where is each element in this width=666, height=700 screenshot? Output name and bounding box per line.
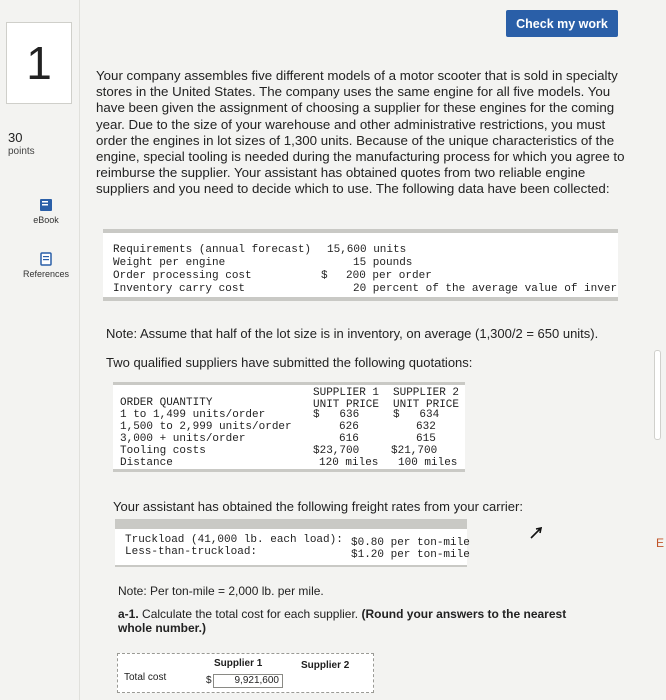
quote-row-label: 3,000 + units/order	[120, 433, 246, 445]
quote-s2-value: 100 miles	[398, 457, 458, 469]
freight-intro: Your assistant has obtained the following freight rates from your carrier:	[113, 499, 523, 514]
quote-s1-value: 616	[339, 433, 359, 445]
scrollbar-thumb[interactable]	[654, 350, 661, 440]
quote-s2-value: $21,700	[391, 445, 438, 457]
answer-row-label: Total cost	[124, 672, 167, 683]
supplier1-header-sub: UNIT PRICE	[313, 399, 380, 411]
freight-label: Less-than-truckload:	[125, 546, 258, 558]
ebook-label: eBook	[33, 215, 59, 225]
supplier-quotes-table	[113, 382, 465, 472]
ebook-icon	[39, 198, 53, 212]
quote-row-label: 1 to 1,499 units/order	[120, 409, 266, 421]
freight-rate: $1.20 per ton-mile	[351, 549, 470, 561]
answer-col-supplier2: Supplier 2	[301, 660, 350, 671]
points-label: points	[8, 146, 35, 158]
quote-s1-value: 626	[339, 421, 359, 433]
quote-s1-value: 120 miles	[319, 457, 379, 469]
freight-label: Truckload (41,000 lb. each load):	[125, 534, 343, 546]
answer-col-supplier1: Supplier 1	[214, 658, 263, 669]
question-part-prefix: a-1.	[118, 607, 139, 621]
supplier1-header: SUPPLIER 1	[313, 387, 380, 399]
question-prompt	[118, 607, 588, 635]
quote-row-label: 1,500 to 2,999 units/order	[120, 421, 292, 433]
quote-s2-value: $ 634	[393, 409, 440, 421]
note-ton-mile: Note: Per ton-mile = 2,000 lb. per mile.	[118, 584, 324, 598]
note-lot-size: Note: Assume that half of the lot size is in inventory, on average (1,300/2 = 650 units).	[106, 326, 599, 341]
question-number: 1	[6, 22, 72, 104]
references-icon	[39, 252, 53, 266]
freight-rates-table	[115, 519, 470, 567]
quote-row-label: Distance	[120, 457, 173, 469]
quotations-intro: Two qualified suppliers have submitted the following quotations:	[106, 355, 473, 370]
supplier1-total-cost-input[interactable]: 9,921,600	[213, 674, 283, 688]
quotes-col-label: ORDER QUANTITY	[120, 397, 213, 409]
references-label: References	[22, 269, 70, 279]
freight-rate: $0.80 per ton-mile	[351, 537, 470, 549]
pointer-arrow-icon	[530, 527, 542, 539]
ebook-link[interactable]	[18, 198, 74, 225]
quote-row-label: Tooling costs	[120, 445, 206, 457]
quote-s2-value: 632	[416, 421, 436, 433]
references-link[interactable]	[18, 252, 74, 279]
problem-intro: Your company assembles five different models of a motor scooter that is sold in specialty stores in the United States. The company uses the same engine for all five models. You have been given the assignment of choosing a supplier for these engines for the coming year. Due to the size of your warehouse and other administrative restrictions, you must order the engines in lot sizes of 1,300 units. Because of the unique characteristics of the engine, special tooling is needed during the manufacturing process for which you agree to reimburse the supplier. Your assistant has obtained quotes from two reliable engine suppliers and you need to decide which to use. The following data have been collected:	[96, 68, 625, 197]
answer-dollar-sign: $	[206, 675, 212, 686]
question-part-instructions: (Round your answers to the nearest whole number.)	[118, 607, 567, 635]
edge-letter: E	[656, 536, 665, 550]
points-value: 30	[8, 130, 23, 145]
quote-s2-value: 615	[416, 433, 436, 445]
points-info	[8, 130, 48, 159]
quote-s1-value: $23,700	[313, 445, 360, 457]
supplier2-header-sub: UNIT PRICE	[393, 399, 460, 411]
question-part-text: Calculate the total cost for each supplier.	[138, 607, 362, 621]
quote-s1-value: $ 636	[313, 409, 360, 421]
requirements-table: Requirements (annual forecast) 15,600 units Weight per engine 15 pounds Order processing cost $ 200 per order Inventory carry cost 20 percent of the average value of inver	[103, 229, 618, 301]
check-my-work-button[interactable]: Check my work	[506, 10, 618, 37]
supplier2-header: SUPPLIER 2	[393, 387, 460, 399]
left-rail	[0, 0, 80, 700]
